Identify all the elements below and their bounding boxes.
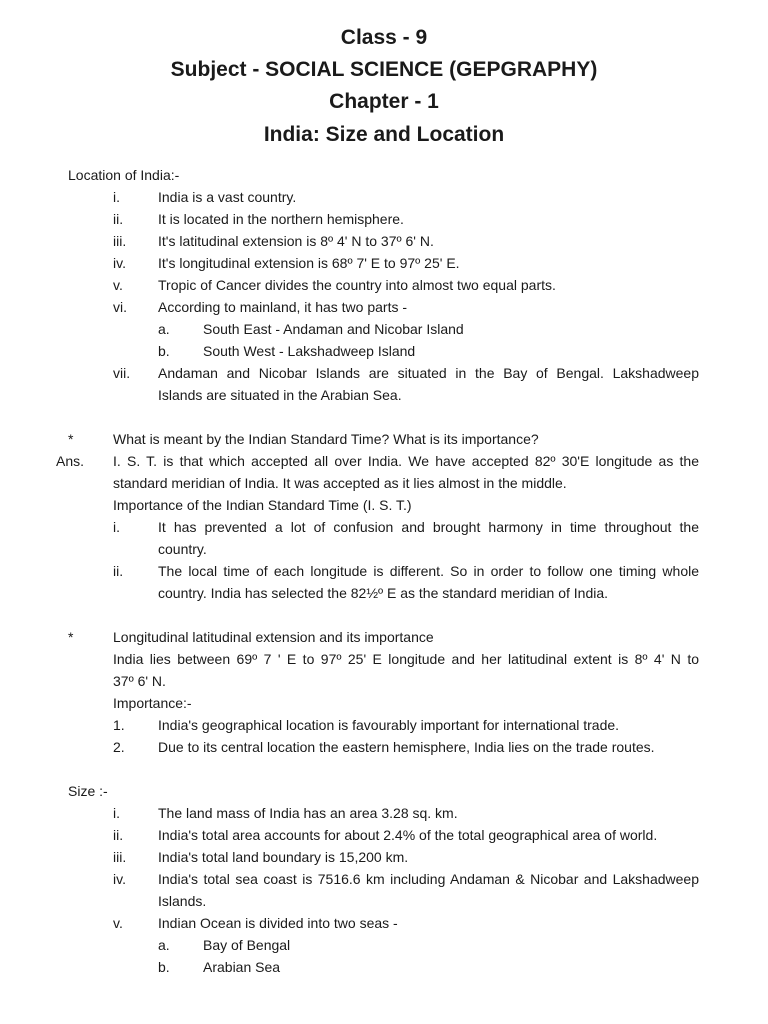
- location-heading: Location of India:-: [68, 167, 180, 183]
- list-marker: ii.: [113, 211, 124, 227]
- list-item-line: Islands.: [158, 893, 207, 909]
- list-item-line: India's total sea coast is 7516.6 km including Andaman & Nicobar and Lakshadweep: [158, 871, 699, 887]
- list-item-line: It has prevented a lot of confusion and brought harmony in time throughout the: [158, 519, 699, 535]
- list-marker: v.: [113, 915, 123, 931]
- list-marker: ii.: [113, 827, 124, 843]
- list-item: India is a vast country.: [158, 189, 297, 205]
- list-item-line: country. India has selected the 82½º E as the standard meridian of India.: [158, 585, 609, 601]
- sublist-marker: a.: [158, 321, 170, 337]
- sublist-item: South West - Lakshadweep Island: [203, 343, 416, 359]
- list-item: The land mass of India has an area 3.28 sq. km.: [158, 805, 458, 821]
- question-star: *: [68, 431, 74, 447]
- list-marker: i.: [113, 189, 120, 205]
- list-marker: iii.: [113, 849, 127, 865]
- list-marker: i.: [113, 519, 120, 535]
- answer-line: I. S. T. is that which accepted all over India. We have accepted 82º 30'E longitude as the: [113, 453, 699, 469]
- list-item: India's total land boundary is 15,200 km.: [158, 849, 409, 865]
- list-marker: vii.: [113, 365, 131, 381]
- list-item-line: The local time of each longitude is different. So in order to follow one timing whole: [158, 563, 699, 579]
- question-text: What is meant by the Indian Standard Time? What is its importance?: [113, 431, 539, 447]
- list-item: According to mainland, it has two parts -: [158, 299, 408, 315]
- importance-label: Importance:-: [113, 695, 192, 711]
- list-marker: i.: [113, 805, 120, 821]
- list-marker: vi.: [113, 299, 127, 315]
- extension-line: 37º 6' N.: [113, 673, 166, 689]
- sublist-marker: b.: [158, 343, 170, 359]
- list-marker: iv.: [113, 255, 126, 271]
- list-marker: iii.: [113, 233, 127, 249]
- list-item-line: Andaman and Nicobar Islands are situated in the Bay of Bengal. Lakshadweep: [158, 365, 699, 381]
- question-star: *: [68, 629, 74, 645]
- list-marker: v.: [113, 277, 123, 293]
- answer-line: standard meridian of India. It was accepted as it lies almost in the middle.: [113, 475, 567, 491]
- list-item: India's total area accounts for about 2.4% of the total geographical area of world.: [158, 827, 658, 843]
- chapter-heading: Chapter - 1: [329, 90, 439, 113]
- list-marker: 1.: [113, 717, 125, 733]
- answer-label: Ans.: [56, 453, 85, 469]
- list-item: It is located in the northern hemisphere.: [158, 211, 404, 227]
- page-title: India: Size and Location: [263, 123, 505, 146]
- sublist-item: Arabian Sea: [203, 959, 281, 975]
- extension-heading: Longitudinal latitudinal extension and its importance: [113, 629, 434, 645]
- sublist-marker: a.: [158, 937, 170, 953]
- subject-heading: Subject - SOCIAL SCIENCE (GEPGRAPHY): [170, 58, 598, 81]
- list-item-line: Islands are situated in the Arabian Sea.: [158, 387, 402, 403]
- list-marker: ii.: [113, 563, 124, 579]
- importance-heading: Importance of the Indian Standard Time (I. S. T.): [113, 497, 412, 513]
- sublist-item: Bay of Bengal: [203, 937, 291, 953]
- list-item: Indian Ocean is divided into two seas -: [158, 915, 398, 931]
- list-item: Due to its central location the eastern hemisphere, India lies on the trade routes.: [158, 739, 655, 755]
- list-item: It's longitudinal extension is 68º 7' E to 97º 25' E.: [158, 255, 460, 271]
- sublist-marker: b.: [158, 959, 170, 975]
- list-marker: 2.: [113, 739, 125, 755]
- extension-line: India lies between 69º 7 ' E to 97º 25' E longitude and her latitudinal extent is 8º 4' N to: [113, 651, 699, 667]
- list-item: Tropic of Cancer divides the country into almost two equal parts.: [158, 277, 556, 293]
- size-heading: Size :-: [68, 783, 108, 799]
- sublist-item: South East - Andaman and Nicobar Island: [203, 321, 464, 337]
- list-marker: iv.: [113, 871, 126, 887]
- list-item: It's latitudinal extension is 8º 4' N to 37º 6' N.: [158, 233, 434, 249]
- class-heading: Class - 9: [340, 26, 428, 49]
- list-item: India's geographical location is favourably important for international trade.: [158, 717, 620, 733]
- list-item-line: country.: [158, 541, 207, 557]
